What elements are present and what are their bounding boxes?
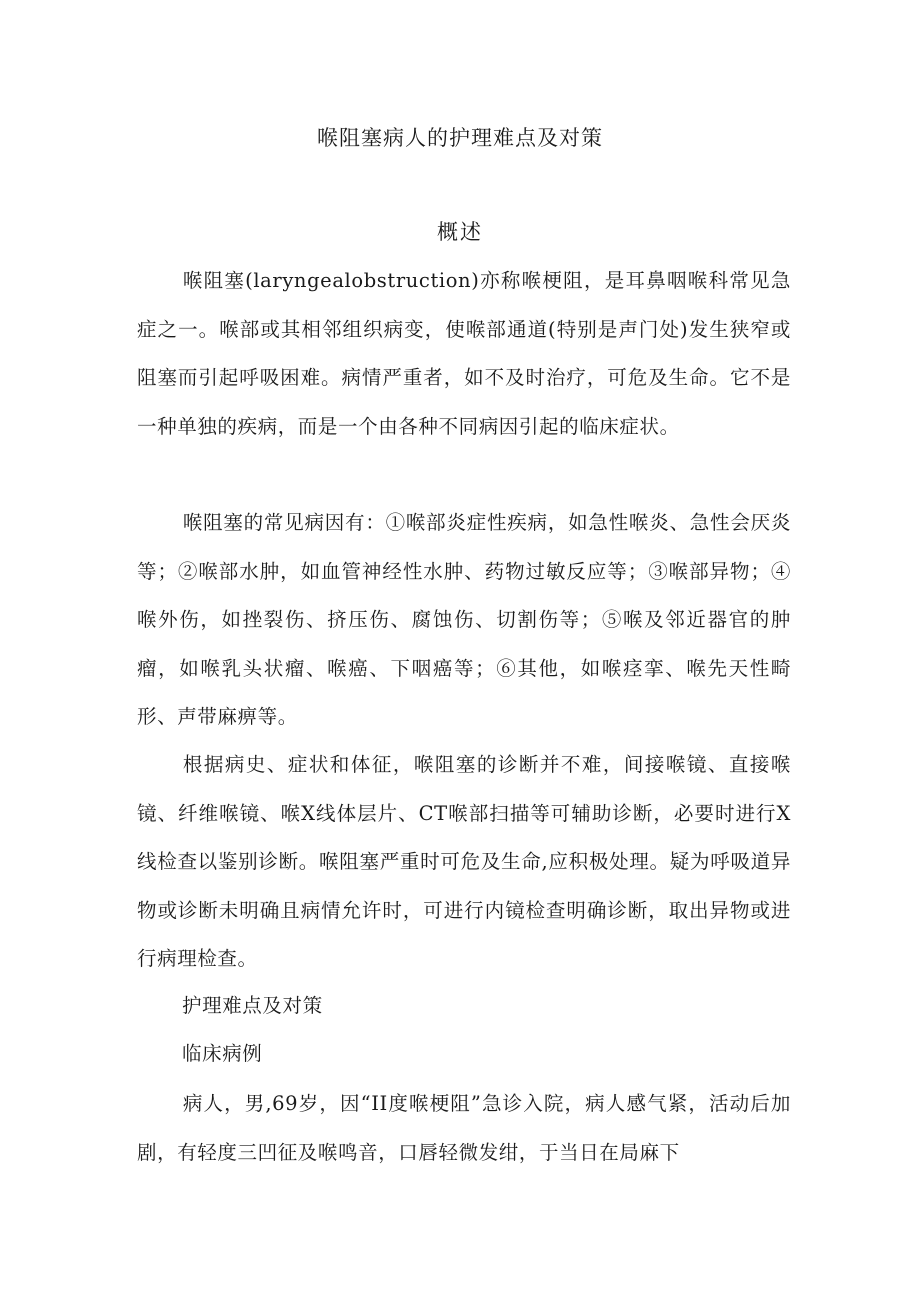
care-heading: 护理难点及对策: [182, 994, 323, 1017]
paragraph-diagnosis: 根据病史、症状和体征，喉阻塞的诊断并不难，间接喉镜、直接喉镜、纤维喉镜、喉X线体层片、CT喉部扫描等可辅助诊断，必要时进行X线检查以鉴别诊断。喉阻塞严重时可危及生命,应积极处理。疑为呼吸道异物或诊断未明确且病情允许时，可进行内镜检查明确诊断，取出异物或进行病理检查。: [137, 753, 791, 970]
paragraph-case: 病人，男,69岁，因“II度喉梗阻”急诊入院，病人感气紧，活动后加剧，有轻度三凹征及喉鸣音，口唇轻微发绀，于当日在局麻下: [137, 1092, 791, 1164]
paragraph-definition: 喉阻塞(laryngealobstruction)亦称喉梗阻，是耳鼻咽喉科常见急症之一。喉部或其相邻组织病变，使喉部通道(特别是声门处)发生狭窄或阻塞而引起呼吸困难。病情严重者，如不及时治疗，可危及生命。它不是一种单独的疾病，而是一个由各种不同病因引起的临床症状。: [137, 269, 791, 438]
paragraph-causes: 喉阻塞的常见病因有：①喉部炎症性疾病，如急性喉炎、急性会厌炎等；②喉部水肿，如血管神经性水肿、药物过敏反应等；③喉部异物；④喉外伤，如挫裂伤、挤压伤、腐蚀伤、切割伤等；⑤喉及邻近器官的肿瘤，如喉乳头状瘤、喉癌、下咽癌等；⑥其他，如喉痉挛、喉先天性畸形、声带麻痹等。: [137, 511, 791, 728]
case-heading: 临床病例: [182, 1042, 263, 1065]
overview-heading: 概述: [437, 220, 483, 244]
document-title: 喉阻塞病人的护理难点及对策: [317, 126, 603, 150]
